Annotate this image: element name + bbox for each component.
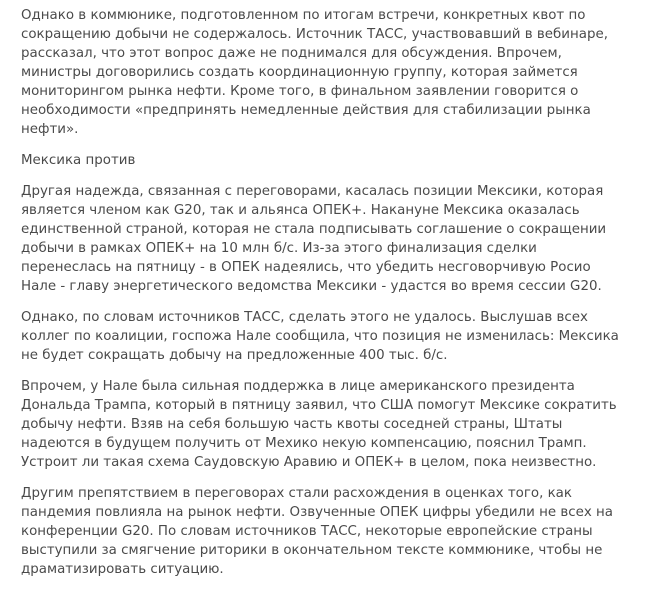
text-line: выступили за смягчение риторики в окончательном тексте коммюнике, чтобы не — [21, 543, 603, 558]
text-line: надеются в будущем получить от Мехико некую компенсацию, пояснил Трамп. — [21, 436, 587, 451]
text-line: мониторингом рынка нефти. Кроме того, в финальном заявлении говорится о — [21, 84, 579, 99]
article-body — [21, 6, 631, 591]
paragraph-communique — [21, 6, 631, 139]
paragraph-pandemic-estimates — [21, 484, 631, 579]
text-line: не будет сокращать добычу на предложенные 400 тыс. б/с. — [21, 348, 448, 363]
text-line: добычу нефти. Взяв на себя большую часть квоты соседней страны, Штаты — [21, 417, 563, 432]
paragraph-nahle-response — [21, 308, 631, 365]
text-line: является членом как G20, так и альянса ОПЕК+. Накануне Мексика оказалась — [21, 203, 580, 218]
text-line: необходимости «предпринять немедленные действия для стабилизации рынка — [21, 103, 591, 118]
text-line: драматизировать ситуацию. — [21, 562, 224, 577]
text-line: Однако, по словам источников ТАСС, сделать этого не удалось. Выслушав всех — [21, 310, 588, 325]
paragraph-mexico-position — [21, 182, 631, 296]
text-line: Другим препятствием в переговорах стали расхождения в оценках того, как — [21, 486, 572, 501]
text-line: Однако в коммюнике, подготовленном по итогам встречи, конкретных квот по — [21, 8, 586, 23]
text-line: Другая надежда, связанная с переговорами, касалась позиции Мексики, которая — [21, 184, 604, 199]
section-subheading: Мексика против — [21, 153, 136, 168]
text-line: пандемия повлияла на рынок нефти. Озвученные ОПЕК цифры убедили не всех на — [21, 505, 613, 520]
text-line: коллег по коалиции, госпожа Нале сообщила, что позиция не изменилась: Мексика — [21, 329, 619, 344]
text-line: министры договорились создать координационную группу, которая займется — [21, 65, 578, 80]
text-line: Дональда Трампа, который в пятницу заявил, что США помогут Мексике сократить — [21, 398, 617, 413]
text-line: нефти». — [21, 122, 79, 137]
paragraph-trump-support — [21, 377, 631, 472]
text-line: Устроит ли такая схема Саудовскую Аравию и ОПЕК+ в целом, пока неизвестно. — [21, 455, 597, 470]
text-line: единственной страной, которая не стала подписывать соглашение о сокращении — [21, 222, 607, 237]
text-line: Нале - главу энергетического ведомства Мексики - удастся во время сессии G20. — [21, 279, 602, 294]
text-line: добычи в рамках ОПЕК+ на 10 млн б/с. Из-за этого финализация сделки — [21, 241, 537, 256]
text-line: перенеслась на пятницу - в ОПЕК надеялись, что убедить несговорчивую Росио — [21, 260, 591, 275]
text-line: рассказал, что этот вопрос даже не поднимался для обсуждения. Впрочем, — [21, 46, 562, 61]
text-line: сокращению добычи не содержалось. Источник ТАСС, участвовавший в вебинаре, — [21, 27, 608, 42]
text-line: Впрочем, у Нале была сильная поддержка в лице американского президента — [21, 379, 575, 394]
text-line: конференции G20. По словам источников ТАСС, некоторые европейские страны — [21, 524, 593, 539]
